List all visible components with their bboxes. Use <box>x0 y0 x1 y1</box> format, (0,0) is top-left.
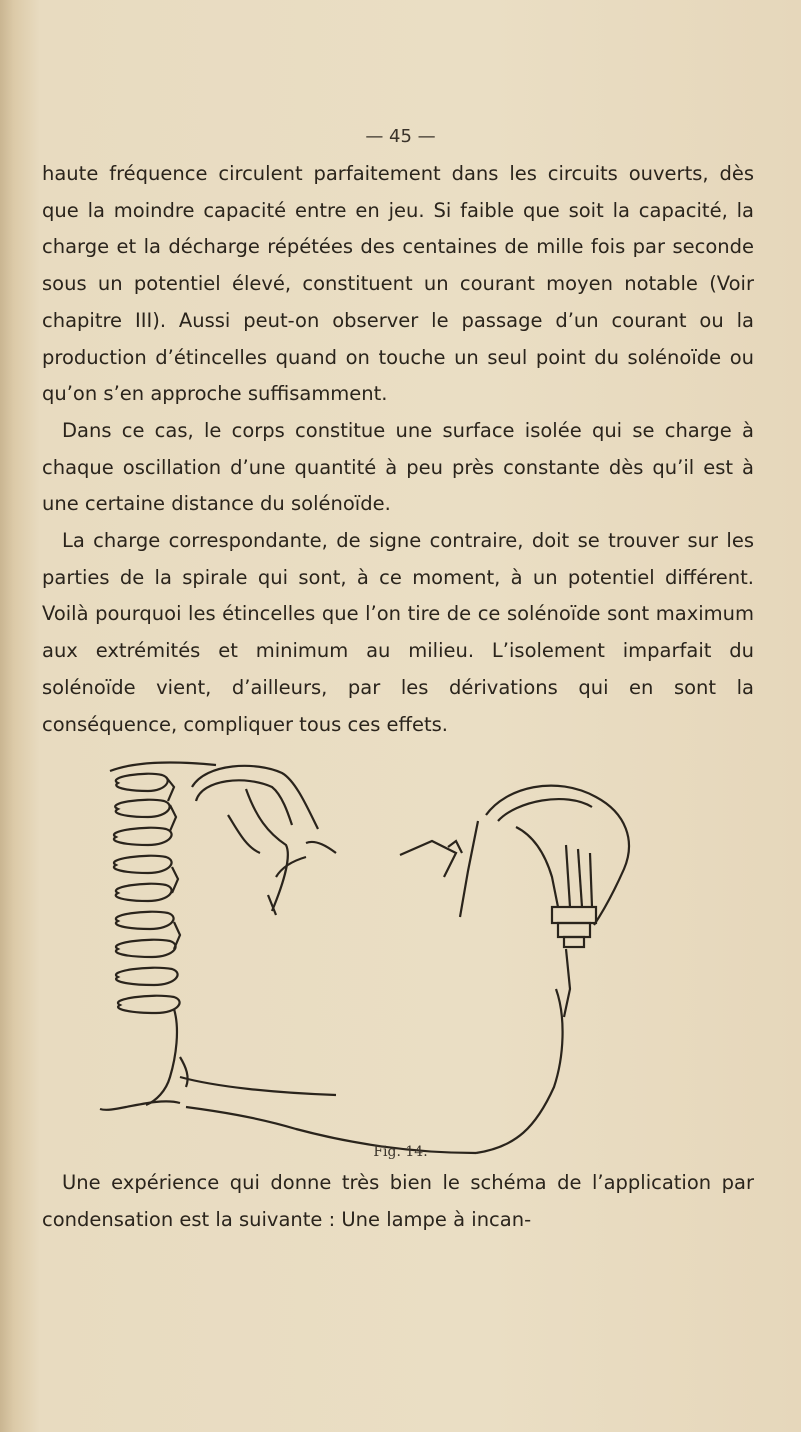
paragraph: Dans ce cas, le corps constitue une surface isolée qui se charge à chaque oscillation d’une quantité à peu près constante dès qu’il est à une certaine distance du solénoïde. <box>42 418 754 516</box>
figure-caption: Fig. 14. <box>373 1144 428 1160</box>
solenoid-coil <box>116 940 176 957</box>
solenoid-coil <box>116 912 174 929</box>
solenoid-lamp-figure <box>96 757 746 1160</box>
body-text <box>42 156 754 743</box>
paragraph: Une expérience qui donne très bien le schéma de l’application par condensation est la suivante : Une lampe à incan- <box>42 1171 754 1231</box>
solenoid-coil <box>114 828 172 845</box>
solenoid-coil <box>116 968 178 985</box>
solenoid-coil <box>116 774 168 791</box>
lamp-socket <box>552 907 596 923</box>
figure-illustration <box>96 757 746 1160</box>
paragraph: haute fréquence circulent parfaitement dans les circuits ouverts, dès que la moindre capacité entre en jeu. Si faible que soit la capacité, la charge et la décharge répétées des centaines de mille fois par seconde sous un potentiel élevé, constituent un courant moyen notable (Voir chapitre III). Aussi peut-on observer le passage d’un courant ou la production d’étincelles quand on touche un seul point du solénoïde ou qu’on s’en approche suffisamment. <box>42 162 754 406</box>
page-number: — 45 — <box>365 126 436 147</box>
body-text-continued <box>42 1165 754 1238</box>
solenoid-coil <box>116 884 172 901</box>
solenoid-coil <box>114 856 172 873</box>
paragraph: La charge correspondante, de signe contraire, doit se trouver sur les parties de la spirale qui sont, à ce moment, à un potentiel différent. Voilà pourquoi les étincelles que l’on tire de ce solénoïde sont maximum aux extrémités et minimum au milieu. L’isolement imparfait du solénoïde vient, d’ailleurs, par les dérivations qui en sont la conséquence, compliquer tous ces effets. <box>42 529 754 736</box>
solenoid-coil <box>118 996 180 1013</box>
solenoid-coil <box>115 800 169 817</box>
